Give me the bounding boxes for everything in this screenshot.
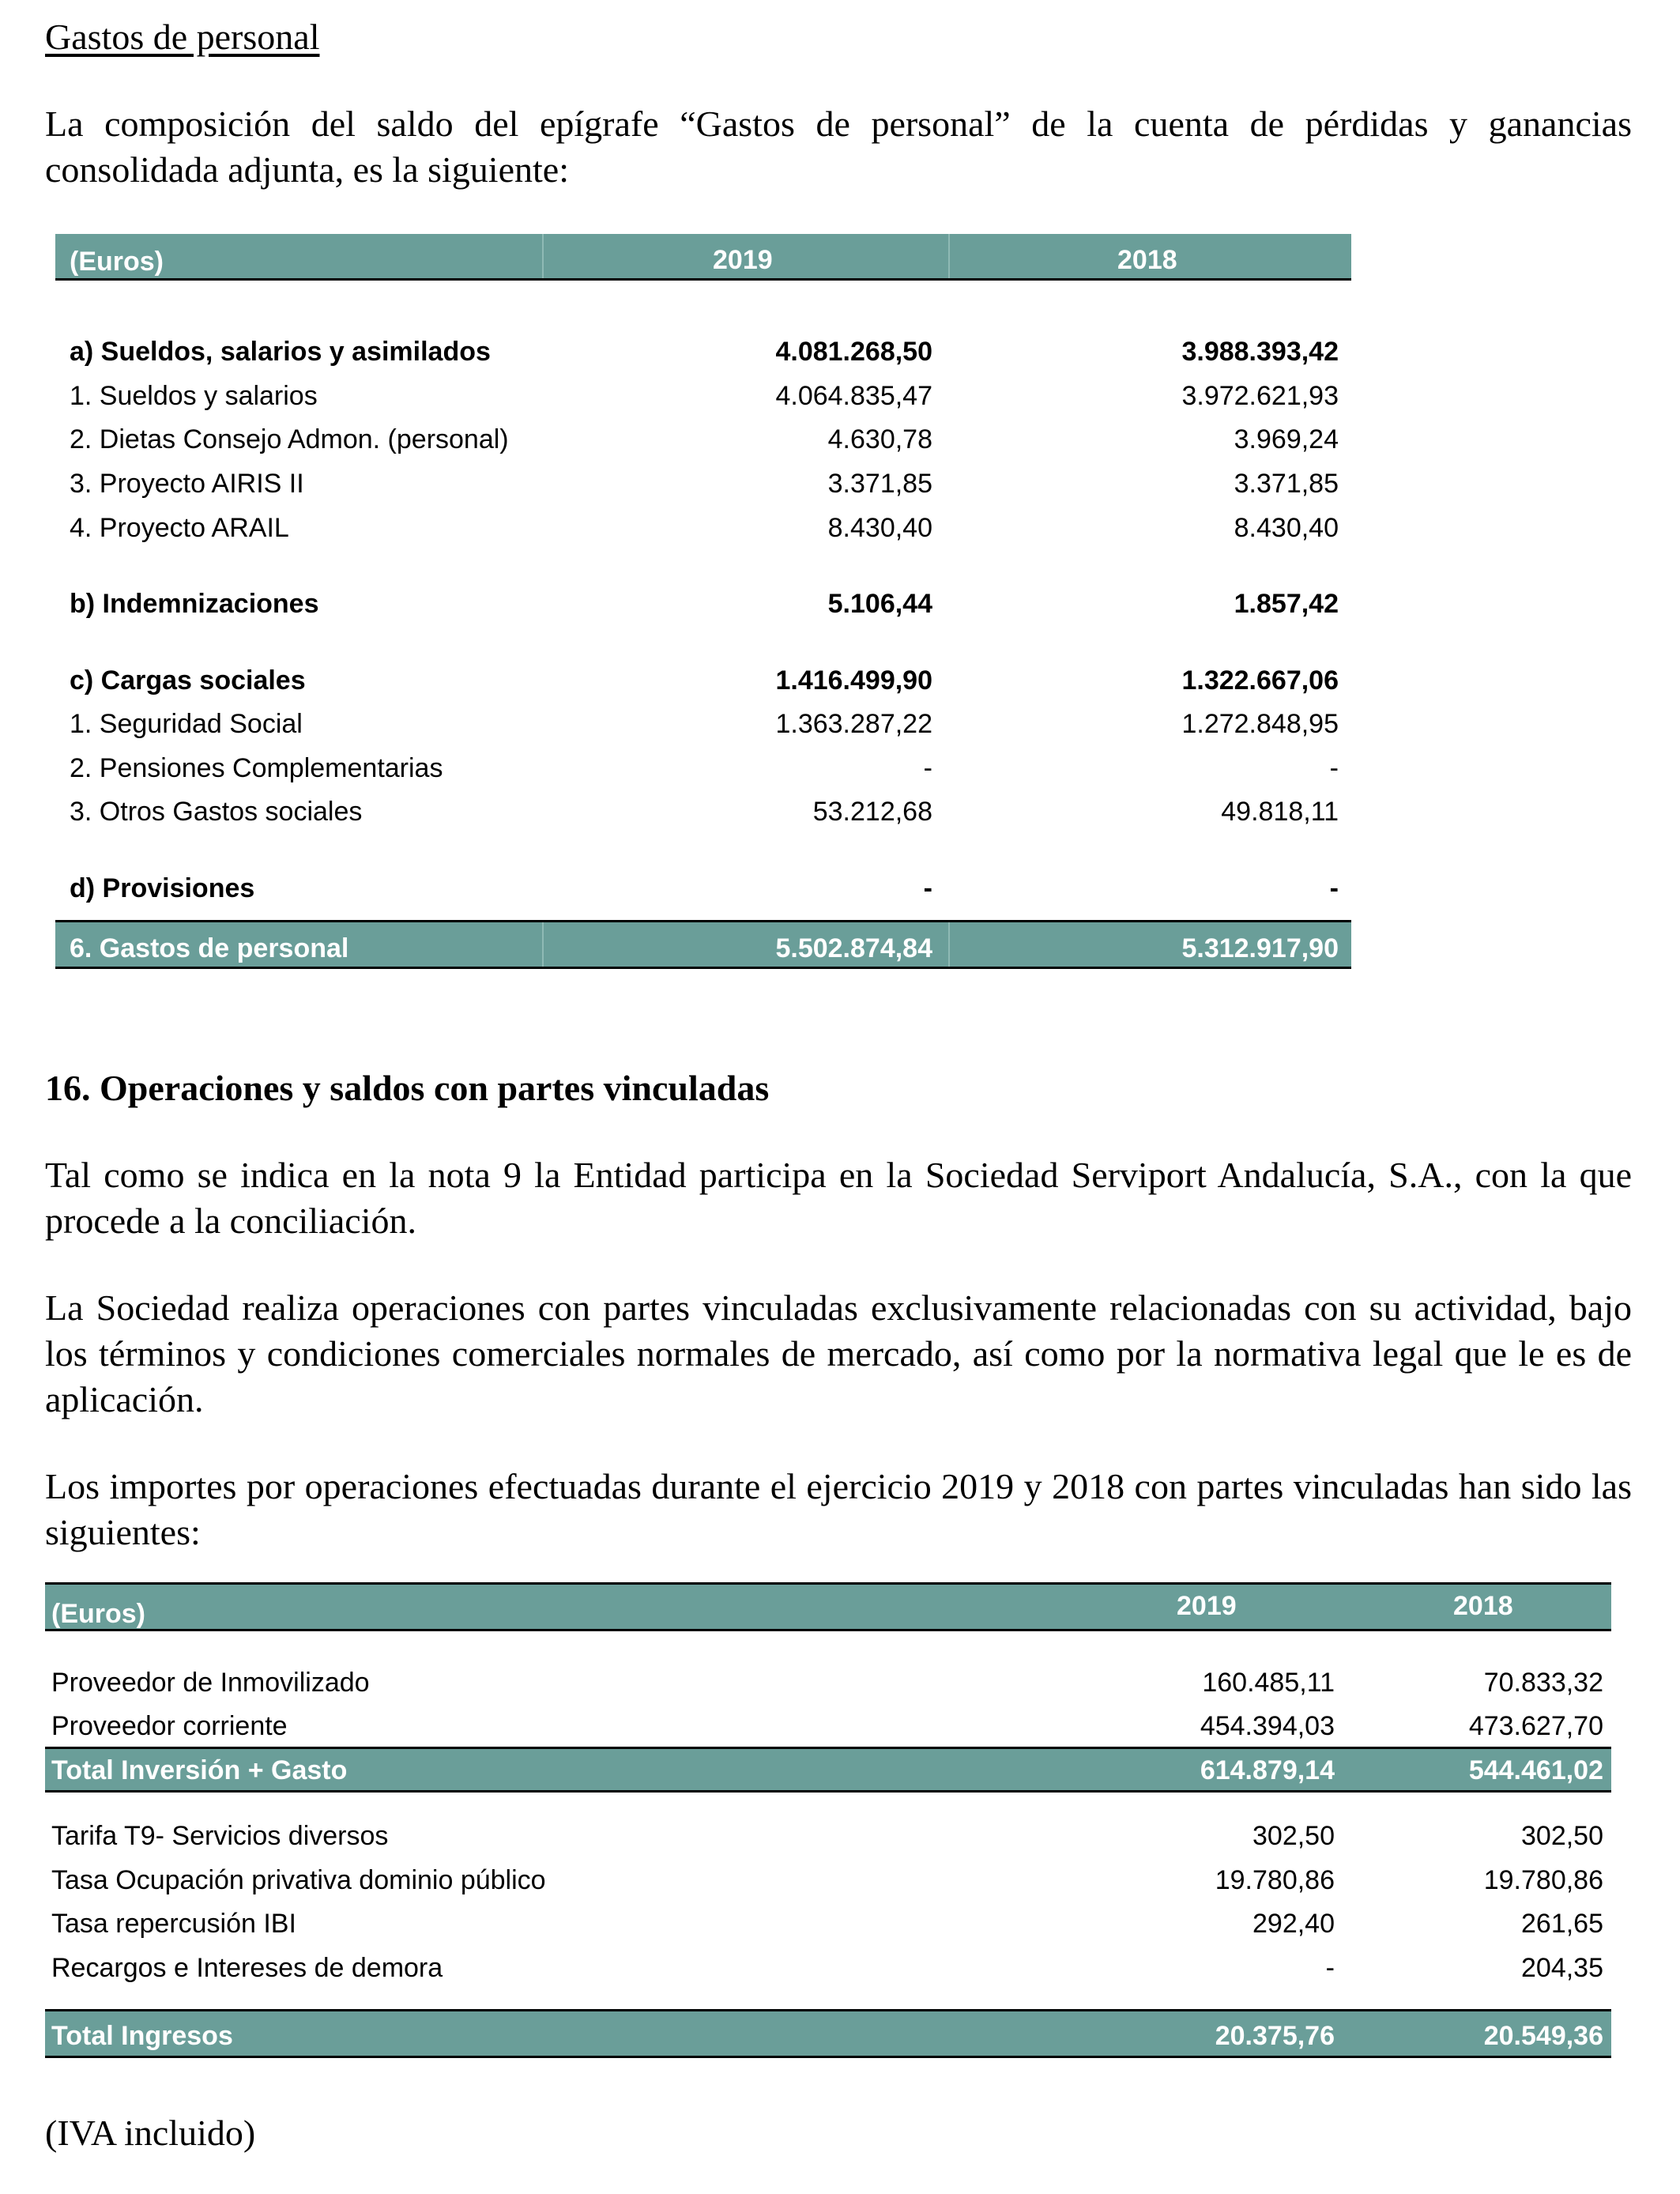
table-row: 2. Pensiones Complementarias - -	[70, 753, 1339, 783]
section-title: 16. Operaciones y saldos con partes vinculadas	[45, 1068, 770, 1108]
table-total-row: 6. Gastos de personal 5.502.874,84 5.312.917,90	[55, 920, 1351, 969]
table-header	[55, 234, 1351, 281]
paragraph-3: Los importes por operaciones efectuadas durante el ejercicio 2019 y 2018 con partes vinculadas han sido las siguientes:	[45, 1466, 1632, 1552]
table-header	[45, 1582, 1611, 1631]
table-row: 1. Seguridad Social 1.363.287,22 1.272.848,95	[70, 709, 1339, 739]
table-row: d) Provisiones - -	[70, 873, 1339, 903]
table-row: 1. Sueldos y salarios 4.064.835,47 3.972.621,93	[70, 381, 1339, 411]
table-row: Tarifa T9- Servicios diversos 302,50 302,50	[51, 1821, 1603, 1851]
table-row: a) Sueldos, salarios y asimilados 4.081.268,50 3.988.393,42	[70, 337, 1339, 367]
header-units: (Euros)	[51, 1599, 145, 1629]
header-2018: 2018	[1453, 1591, 1513, 1621]
table-row: c) Cargas sociales 1.416.499,90 1.322.667,06	[70, 665, 1339, 696]
header-units: (Euros)	[70, 247, 164, 277]
table-total-row: Total Inversión + Gasto 614.879,14 544.461,02	[45, 1747, 1611, 1793]
intro-paragraph: La composición del saldo del epígrafe “Gastos de personal” de la cuenta de pérdidas y ganancias consolidada adjunta, es la siguiente:	[45, 104, 1632, 190]
table-total-row: Total Ingresos 20.375,76 20.549,36	[45, 2009, 1611, 2058]
table-row: Proveedor corriente 454.394,03 473.627,70	[51, 1711, 1603, 1741]
footnote: (IVA incluido)	[45, 2113, 256, 2153]
table-row: 3. Otros Gastos sociales 53.212,68 49.818,11	[70, 797, 1339, 827]
table-row: b) Indemnizaciones 5.106,44 1.857,42	[70, 589, 1339, 619]
table-row: Proveedor de Inmovilizado 160.485,11 70.833,32	[51, 1668, 1603, 1698]
paragraph-1: Tal como se indica en la nota 9 la Entidad participa en la Sociedad Serviport Andalucía, S.A., con la que procede a la conciliación.	[45, 1155, 1632, 1241]
section-heading-gastos-personal: Gastos de personal	[45, 17, 320, 57]
paragraph-2: La Sociedad realiza operaciones con partes vinculadas exclusivamente relacionadas con su actividad, bajo los términos y condiciones comerciales normales de mercado, así como por la normativa legal que le es de aplicación.	[45, 1287, 1632, 1419]
table-row: 4. Proyecto ARAIL 8.430,40 8.430,40	[70, 513, 1339, 543]
header-2019: 2019	[713, 245, 773, 275]
table-row: Tasa repercusión IBI 292,40 261,65	[51, 1909, 1603, 1939]
table-row: Recargos e Intereses de demora - 204,35	[51, 1953, 1603, 1983]
header-2018: 2018	[1117, 245, 1177, 275]
table-row: Tasa Ocupación privativa dominio público 19.780,86 19.780,86	[51, 1865, 1603, 1895]
table-row: 3. Proyecto AIRIS II 3.371,85 3.371,85	[70, 469, 1339, 499]
table-row: 2. Dietas Consejo Admon. (personal) 4.630,78 3.969,24	[70, 424, 1339, 454]
header-2019: 2019	[1177, 1591, 1237, 1621]
